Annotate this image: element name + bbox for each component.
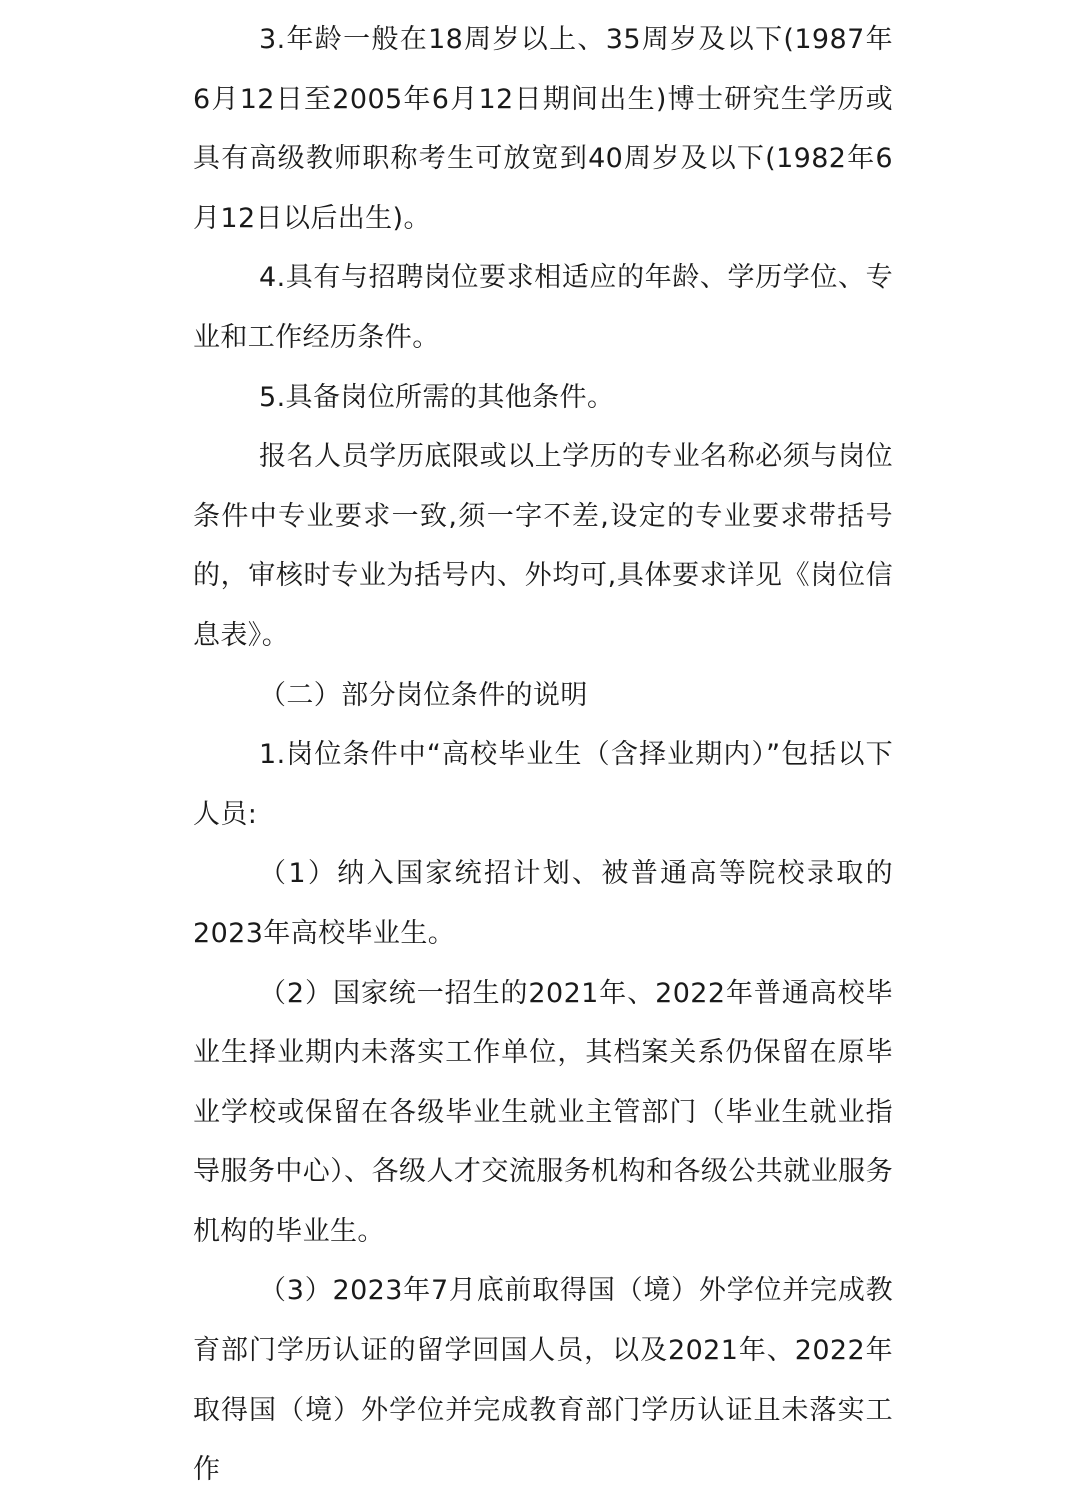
paragraph-graduates-definition: 1.岗位条件中“高校毕业生（含择业期内）”包括以下人员:	[193, 739, 893, 830]
paragraph-age: 3.年龄一般在18周岁以上、35周岁及以下(1987年6月12日至2005年6月12日期间出生)博士研究生学历或具有高级教师职称考生可放宽到40周岁及以下(1982年6月12日以后出生)。	[193, 24, 893, 234]
paragraph-other-conditions: 5.具备岗位所需的其他条件。	[259, 381, 615, 413]
list-item: （2）国家统一招生的2021年、2022年普通高校毕业生择业期内未落实工作单位，其档案关系仍保留在原毕业学校或保留在各级毕业生就业主管部门（毕业生就业指导服务中心）、各级人才交流服务机构和各级公共就业服务机构的毕业生。	[193, 977, 893, 1247]
list-item: （3）2023年7月底前取得国（境）外学位并完成教育部门学历认证的留学回国人员，以及2021年、2022年取得国（境）外学位并完成教育部门学历认证且未落实工作	[193, 1275, 893, 1486]
section-heading: （二）部分岗位条件的说明	[259, 679, 588, 711]
list-item: （1）纳入国家统招计划、被普通高等院校录取的2023年高校毕业生。	[193, 858, 893, 949]
paragraph-requirements: 4.具有与招聘岗位要求相适应的年龄、学历学位、专业和工作经历条件。	[193, 262, 893, 353]
document-body	[193, 10, 893, 1500]
paragraph-major-match: 报名人员学历底限或以上学历的专业名称必须与岗位条件中专业要求一致,须一字不差,设定的专业要求带括号的，审核时专业为括号内、外均可,具体要求详见《岗位信息表》。	[193, 441, 893, 651]
